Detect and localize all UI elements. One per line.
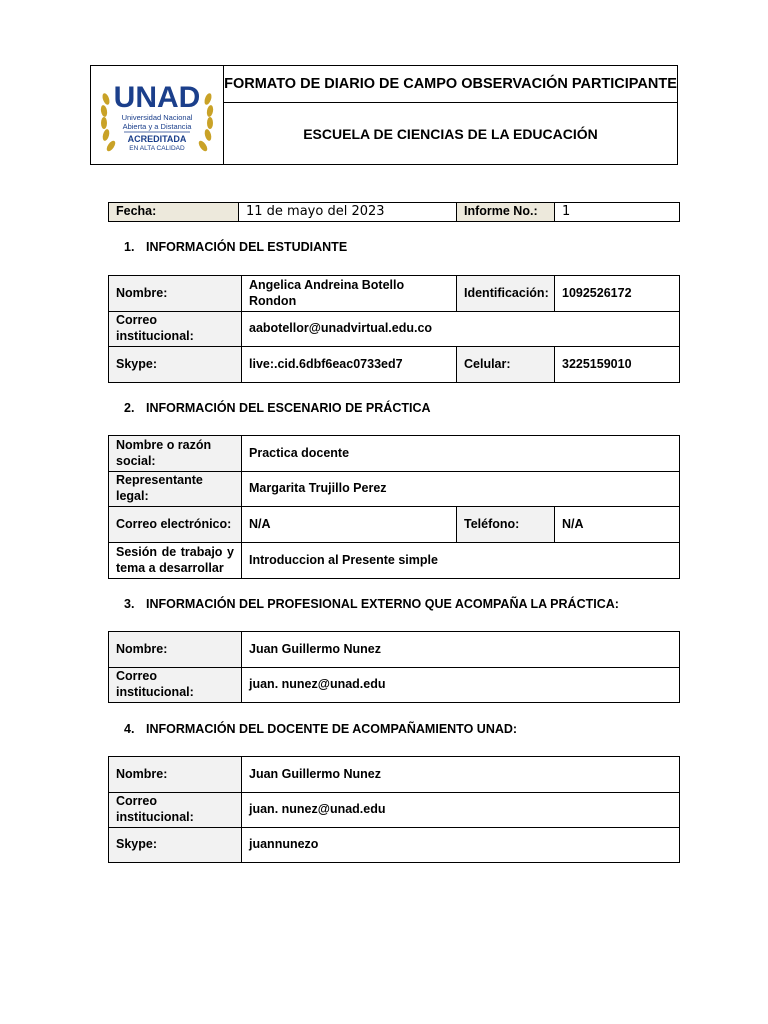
fecha-value: 11 de mayo del 2023 (239, 203, 457, 222)
fecha-table (108, 202, 680, 222)
scenario-tel-label: Teléfono: (457, 507, 555, 543)
section-2-number: 2. (124, 401, 135, 415)
student-table (108, 275, 680, 383)
teacher-correo-value: juan. nunez@unad.edu (242, 793, 680, 828)
student-correo-value: aabotellor@unadvirtual.edu.co (242, 312, 680, 347)
logo-brand-text: UNAD (113, 81, 201, 114)
external-correo-value: juan. nunez@unad.edu (242, 668, 680, 703)
student-id-label: Identificación: (457, 276, 555, 312)
section-4-number: 4. (124, 722, 135, 736)
scenario-sesion-value: Introduccion al Presente simple (242, 543, 680, 579)
scenario-correo-label: Correo electrónico: (109, 507, 242, 543)
logo-line1: Universidad Nacional (121, 113, 193, 122)
student-correo-label: Correo institucional: (109, 312, 242, 347)
document-title: FORMATO DE DIARIO DE CAMPO OBSERVACIÓN PARTICIPANTE (224, 66, 677, 103)
teacher-nombre-value: Juan Guillermo Nunez (242, 757, 680, 793)
student-nombre-value: Angelica Andreina Botello Rondon (242, 276, 457, 312)
unad-logo (96, 69, 218, 161)
teacher-table (108, 756, 680, 863)
section-1-heading (124, 240, 347, 254)
informe-value: 1 (555, 203, 680, 222)
logo-line3: ACREDITADA (127, 134, 187, 144)
student-skype-value: live:.cid.6dbf6eac0733ed7 (242, 347, 457, 383)
scenario-tel-value: N/A (555, 507, 680, 543)
external-correo-label: Correo institucional: (109, 668, 242, 703)
informe-label: Informe No.: (457, 203, 555, 222)
scenario-correo-value: N/A (242, 507, 457, 543)
student-nombre-label: Nombre: (109, 276, 242, 312)
scenario-table (108, 435, 680, 579)
document-subtitle: ESCUELA DE CIENCIAS DE LA EDUCACIÓN (303, 125, 598, 142)
section-3-title: INFORMACIÓN DEL PROFESIONAL EXTERNO QUE ACOMPAÑA LA PRÁCTICA: (146, 597, 619, 611)
logo-cell (91, 66, 224, 164)
fecha-label: Fecha: (109, 203, 239, 222)
logo-line4: EN ALTA CALIDAD (129, 145, 185, 152)
student-id-value: 1092526172 (555, 276, 680, 312)
external-nombre-label: Nombre: (109, 632, 242, 668)
logo-line2: Abierta y a Distancia (122, 122, 192, 131)
external-nombre-value: Juan Guillermo Nunez (242, 632, 680, 668)
scenario-razon-value: Practica docente (242, 436, 680, 472)
document-header (90, 65, 678, 165)
scenario-rep-value: Margarita Trujillo Perez (242, 472, 680, 507)
section-3-number: 3. (124, 597, 135, 611)
teacher-nombre-label: Nombre: (109, 757, 242, 793)
title-column (224, 66, 677, 164)
external-table (108, 631, 680, 703)
scenario-sesion-label: Sesión de trabajo y tema a desarrollar (109, 543, 242, 579)
student-skype-label: Skype: (109, 347, 242, 383)
scenario-rep-label: Representante legal: (109, 472, 242, 507)
section-4-title: INFORMACIÓN DEL DOCENTE DE ACOMPAÑAMIENTO UNAD: (146, 722, 518, 736)
section-4-heading (124, 722, 517, 736)
section-1-title: INFORMACIÓN DEL ESTUDIANTE (146, 240, 348, 254)
teacher-skype-label: Skype: (109, 828, 242, 863)
student-celular-value: 3225159010 (555, 347, 680, 383)
student-celular-label: Celular: (457, 347, 555, 383)
section-1-number: 1. (124, 240, 135, 254)
section-2-heading (124, 401, 431, 415)
teacher-correo-label: Correo institucional: (109, 793, 242, 828)
teacher-skype-value: juannunezo (242, 828, 680, 863)
section-2-title: INFORMACIÓN DEL ESCENARIO DE PRÁCTICA (146, 401, 431, 415)
section-3-heading (124, 597, 619, 611)
scenario-razon-label: Nombre o razón social: (109, 436, 242, 472)
